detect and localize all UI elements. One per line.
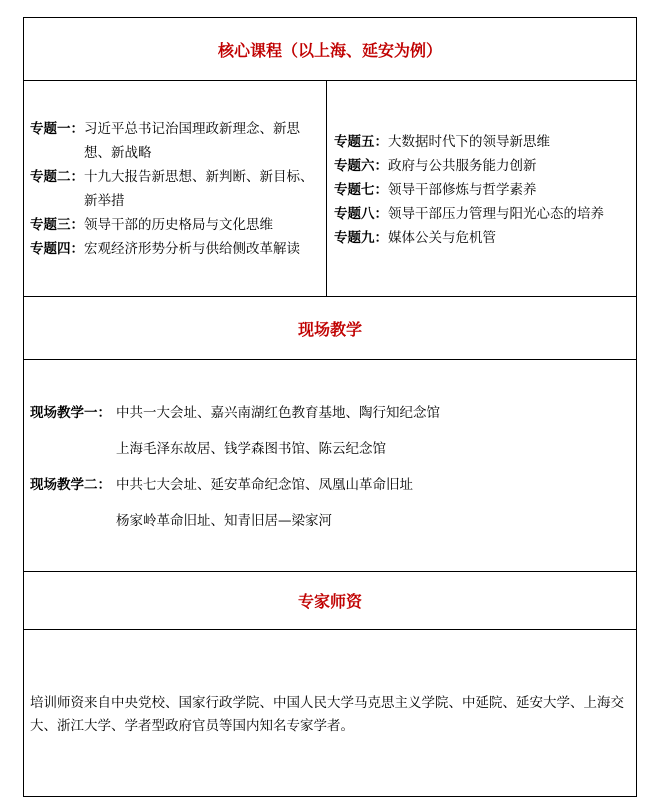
site-visit-item (30, 395, 630, 467)
site-visit-line: 上海毛泽东故居、钱学森图书馆、陈云纪念馆 (116, 441, 386, 457)
topics-right-column (327, 81, 636, 296)
topic-text: 十九大报告新思想、新判断、新目标、新举措 (84, 169, 314, 209)
site-visit-label: 现场教学一： (30, 405, 111, 421)
experts-paragraph: 培训师资来自中央党校、国家行政学院、中国人民大学马克思主义学院、中延院、延安大学、上海交大、浙江大学、学者型政府官员等国内知名专家学者。 (30, 695, 624, 734)
topic-label: 专题九： (334, 230, 388, 246)
topic-item (334, 178, 630, 202)
topic-label: 专题七： (334, 182, 388, 198)
topic-text: 政府与公共服务能力创新 (388, 158, 537, 174)
topic-text: 媒体公关与危机管 (388, 230, 496, 246)
topic-item (334, 130, 630, 154)
topic-text: 领导干部修炼与哲学素养 (388, 182, 537, 198)
topic-label: 专题八： (334, 206, 388, 222)
core-courses-title: 核心课程（以上海、延安为例） (217, 40, 442, 60)
site-visit-item (30, 467, 630, 539)
topic-item (334, 226, 630, 250)
topic-label: 专题六： (334, 158, 388, 174)
topic-item (334, 154, 630, 178)
topic-label: 专题四： (30, 241, 84, 257)
topic-label: 专题三： (30, 217, 84, 233)
topic-item (30, 237, 320, 261)
experts-header (24, 572, 636, 630)
topic-label: 专题一： (30, 121, 84, 137)
experts-title: 专家师资 (297, 592, 362, 611)
course-table (23, 17, 637, 797)
site-visit-label: 现场教学二： (30, 477, 111, 493)
site-visit-line: 杨家岭革命旧址、知青旧居—梁家河 (116, 513, 332, 529)
topic-item (30, 117, 320, 165)
topic-item (30, 165, 320, 213)
topic-label: 专题五： (334, 134, 388, 150)
site-visit-line: 中共一大会址、嘉兴南湖红色教育基地、陶行知纪念馆 (116, 405, 440, 421)
site-visit-indent (30, 431, 116, 467)
topics-left-column (24, 81, 327, 296)
site-teaching-title: 现场教学 (297, 319, 362, 339)
site-visit-line: 中共七大会址、延安革命纪念馆、凤凰山革命旧址 (116, 477, 413, 493)
core-courses-body (24, 81, 636, 297)
site-teaching-body (24, 360, 636, 572)
topic-item (334, 202, 630, 226)
topic-text: 宏观经济形势分析与供给侧改革解读 (84, 241, 300, 257)
core-courses-header (24, 18, 636, 81)
experts-body (24, 630, 636, 796)
topic-label: 专题二： (30, 169, 84, 185)
site-visit-indent (30, 503, 116, 539)
topic-item (30, 213, 320, 237)
topic-text: 大数据时代下的领导新思维 (388, 134, 550, 150)
topic-text: 习近平总书记治国理政新理念、新思想、新战略 (84, 121, 300, 161)
topic-text: 领导干部的历史格局与文化思维 (84, 217, 273, 233)
topic-text: 领导干部压力管理与阳光心态的培养 (388, 206, 604, 222)
site-teaching-header (24, 297, 636, 360)
